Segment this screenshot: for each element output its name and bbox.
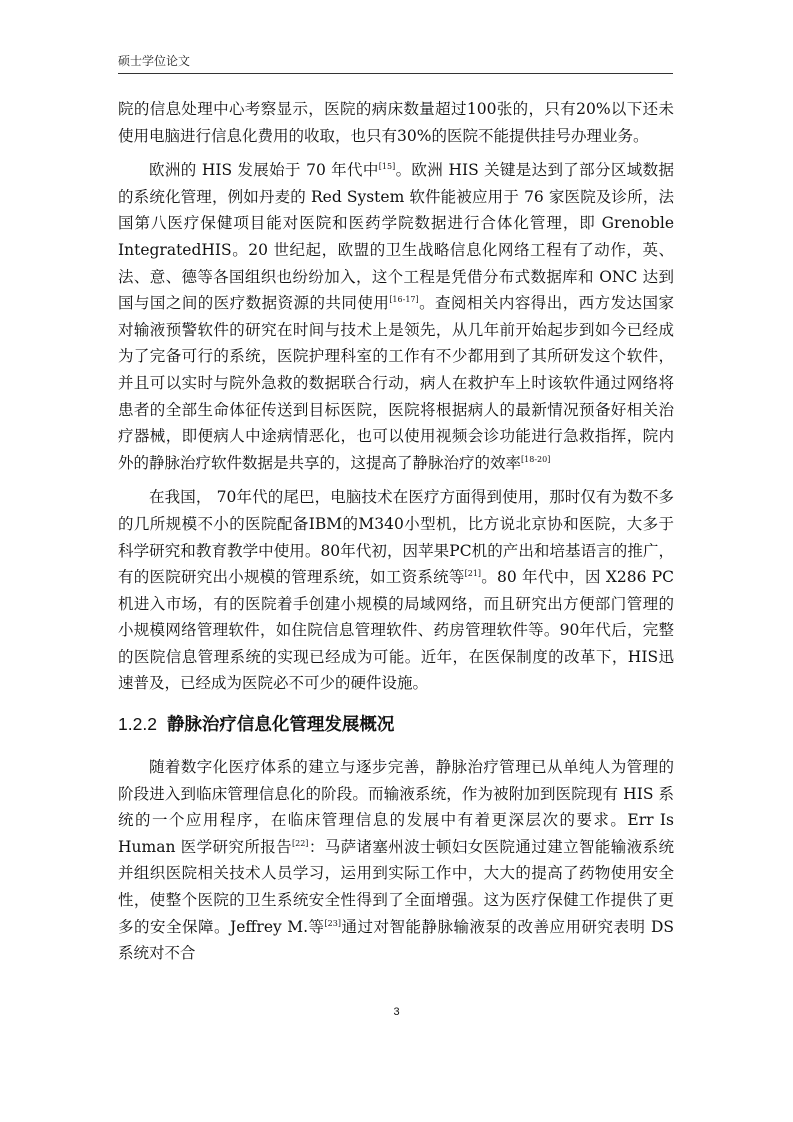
- citation-ref: [16-17]: [389, 295, 419, 305]
- section-title: 静脉治疗信息化管理发展概况: [166, 715, 395, 736]
- paragraph-text: 欧洲的 HIS 发展始于 70 年代中: [149, 161, 379, 180]
- paragraph-1: [118, 96, 674, 149]
- paragraph-text: 。查阅相关内容得出，西方发达国家对输液预警软件的研究在时间与技术上是领先，从几年前开始起步到如今已经成为了完备可行的系统，医院护理科室的工作有不少都用到了其所研发这个软件，并且可以实时与院外急救的数据联合行动，病人在救护车上时该软件通过网络将患者的全部生命体征传送到目标医院，医院将根据病人的最新情况预备好相关治疗器械，即便病人中途病情恶化，也可以使用视频会诊功能进行急救指挥，院内外的静脉治疗软件数据是共享的，这提高了静脉治疗的效率: [118, 294, 674, 472]
- paragraph-text: 院的信息处理中心考察显示，医院的病床数量超过100张的，只有20%以下还未使用电脑进行信息化费用的收取，也只有30%的医院不能提供挂号办理业务。: [118, 100, 674, 145]
- paragraph-text: 在我国， 70年代的尾巴，电脑技术在医疗方面得到使用，那时仅有为数不多的几所规模不小的医院配备IBM的M340小型机，比方说北京协和医院，大多于科学研究和教育教学中使用。80年代初，因苹果PC机的产出和培基语言的推广，有的医院研究出小规模的管理系统，如工资系统等: [118, 488, 674, 587]
- paragraph-text: 随着数字化医疗体系的建立与逐步完善，静脉治疗管理已从单纯人为管理的阶段进入到临床管理信息化的阶段。而输液系统，作为被附加到医院现有 HIS 系统的一个应用程序，在临床管理信息的发展中有着更深层次的要求。Err Is Human 医学研究所报告: [118, 758, 674, 856]
- section-number: 1.2.2: [118, 714, 157, 735]
- paragraph-4: [118, 754, 674, 967]
- paragraph-3: [118, 484, 674, 697]
- page-number: 3: [393, 1006, 400, 1018]
- citation-ref: [23]: [324, 918, 341, 928]
- citation-ref: [22]: [292, 838, 309, 848]
- header-rule: [118, 73, 673, 74]
- paragraph-text: ：马萨诸塞州波士顿妇女医院通过建立智能输液系统并组织医院相关技术人员学习，运用到实际工作中，大大的提高了药物使用安全性，使整个医院的卫生系统安全性得到了全面增强。这为医疗保健工作提供了更多的安全保障。Jeffrey M.等: [118, 837, 674, 936]
- paragraph-2: [118, 157, 674, 476]
- running-header: 硕士学位论文: [118, 54, 191, 68]
- citation-ref: [15]: [378, 162, 396, 172]
- paragraph-text: 。欧洲 HIS 关键是达到了部分区域数据的系统化管理，例如丹麦的 Red System 软件能被应用于 76 家医院及诊所，法国第八医疗保健项目能对医院和医药学院数据进行合体化管理，即 Grenoble IntegratedHIS。20 世纪起，欧盟的卫生战略信息化网络工程有了动作，英、法、意、德等各国组织也纷纷加入，这个工程是凭借分布式数据库和 ONC 达到国与国之间的医疗数据资源的共同使用: [118, 161, 674, 313]
- paragraph-text: 通过对智能静脉输液泵的改善应用研究表明 DS 系统对不合: [118, 917, 674, 963]
- citation-ref: [18-20]: [521, 454, 551, 464]
- citation-ref: [21]: [464, 569, 482, 579]
- paragraph-text: 。80 年代中，因 X286 PC 机进入市场，有的医院着手创建小规模的局域网络，而且研究出方便部门管理的小规模网络管理软件，如住院信息管理软件、药房管理软件等。90年代后，完整的医院信息管理系统的实现已经成为可能。近年，在医保制度的改革下，HIS迅速普及，已经成为医院必不可少的硬件设施。: [118, 568, 674, 693]
- section-heading: [118, 711, 674, 738]
- body-text: [118, 96, 674, 967]
